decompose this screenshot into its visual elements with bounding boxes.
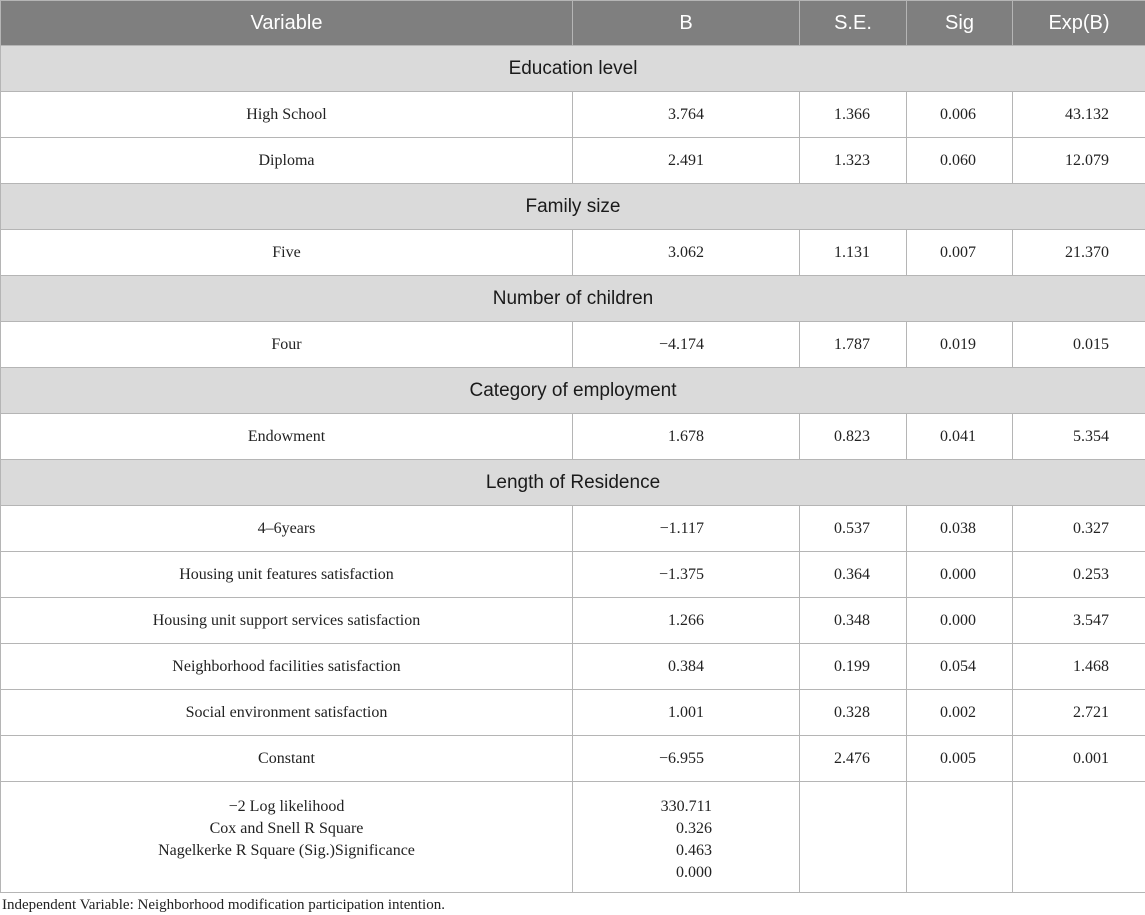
model-stat-value: 330.711 — [660, 798, 712, 815]
section-row — [1, 276, 1145, 322]
cell-expb: 2.721 — [1013, 690, 1145, 736]
header-se: S.E. — [800, 1, 907, 46]
section-title: Length of Residence — [1, 460, 1145, 506]
model-stats-values — [573, 782, 800, 893]
cell-sig: 0.007 — [907, 230, 1013, 276]
cell-se: 1.366 — [800, 92, 907, 138]
cell-se: 0.328 — [800, 690, 907, 736]
table-row — [1, 506, 1145, 552]
cell-sig: 0.005 — [907, 736, 1013, 782]
cell-expb: 21.370 — [1013, 230, 1145, 276]
cell-expb: 0.015 — [1013, 322, 1145, 368]
cell-variable: Housing unit features satisfaction — [1, 552, 573, 598]
table-row — [1, 644, 1145, 690]
cell-b: −1.375 — [573, 552, 800, 598]
empty-cell — [907, 782, 1013, 893]
cell-expb: 5.354 — [1013, 414, 1145, 460]
table-footnote: Independent Variable: Neighborhood modification participation intention. — [2, 897, 445, 913]
cell-expb: 0.327 — [1013, 506, 1145, 552]
header-variable: Variable — [1, 1, 573, 46]
cell-b: −4.174 — [573, 322, 800, 368]
cell-variable: Constant — [1, 736, 573, 782]
empty-cell — [800, 782, 907, 893]
model-stats-labels — [1, 782, 573, 893]
section-title: Category of employment — [1, 368, 1145, 414]
table-row — [1, 322, 1145, 368]
cell-variable: Neighborhood facilities satisfaction — [1, 644, 573, 690]
cell-variable: High School — [1, 92, 573, 138]
model-stat-value: 0.463 — [676, 842, 712, 859]
table-header-row — [1, 1, 1145, 46]
table-body — [1, 46, 1145, 893]
cell-se: 0.199 — [800, 644, 907, 690]
model-stat-value: 0.000 — [676, 864, 712, 881]
table-row — [1, 414, 1145, 460]
cell-expb: 12.079 — [1013, 138, 1145, 184]
cell-sig: 0.019 — [907, 322, 1013, 368]
cell-b: 3.764 — [573, 92, 800, 138]
cell-se: 2.476 — [800, 736, 907, 782]
cell-expb: 0.253 — [1013, 552, 1145, 598]
cell-sig: 0.000 — [907, 598, 1013, 644]
cell-expb: 43.132 — [1013, 92, 1145, 138]
cell-sig: 0.041 — [907, 414, 1013, 460]
cell-expb: 0.001 — [1013, 736, 1145, 782]
header-sig: Sig — [907, 1, 1013, 46]
cell-se: 0.364 — [800, 552, 907, 598]
cell-se: 0.348 — [800, 598, 907, 644]
cell-b: 0.384 — [573, 644, 800, 690]
section-title: Number of children — [1, 276, 1145, 322]
model-stat-label: Cox and Snell R Square — [209, 820, 364, 837]
cell-variable: Social environment satisfaction — [1, 690, 573, 736]
cell-variable: Four — [1, 322, 573, 368]
table-row — [1, 690, 1145, 736]
table-row — [1, 598, 1145, 644]
cell-expb: 1.468 — [1013, 644, 1145, 690]
model-stats-row — [1, 782, 1145, 893]
cell-sig: 0.000 — [907, 552, 1013, 598]
cell-b: 1.678 — [573, 414, 800, 460]
header-b: B — [573, 1, 800, 46]
cell-se: 0.537 — [800, 506, 907, 552]
header-expb: Exp(B) — [1013, 1, 1145, 46]
cell-sig: 0.002 — [907, 690, 1013, 736]
cell-variable: Five — [1, 230, 573, 276]
cell-variable: Diploma — [1, 138, 573, 184]
cell-b: 3.062 — [573, 230, 800, 276]
section-row — [1, 460, 1145, 506]
model-stat-value: 0.326 — [676, 820, 712, 837]
table-row — [1, 736, 1145, 782]
model-stat-label: −2 Log likelihood — [228, 798, 345, 815]
cell-b: −1.117 — [573, 506, 800, 552]
table-row — [1, 552, 1145, 598]
cell-sig: 0.006 — [907, 92, 1013, 138]
empty-cell — [1013, 782, 1145, 893]
cell-b: 1.001 — [573, 690, 800, 736]
section-title: Family size — [1, 184, 1145, 230]
model-stat-label: Nagelkerke R Square (Sig.)Significance — [158, 842, 415, 859]
cell-variable: 4–6years — [1, 506, 573, 552]
cell-b: 1.266 — [573, 598, 800, 644]
table-row — [1, 230, 1145, 276]
cell-se: 1.787 — [800, 322, 907, 368]
cell-sig: 0.038 — [907, 506, 1013, 552]
cell-expb: 3.547 — [1013, 598, 1145, 644]
section-row — [1, 184, 1145, 230]
cell-variable: Endowment — [1, 414, 573, 460]
cell-variable: Housing unit support services satisfaction — [1, 598, 573, 644]
cell-sig: 0.060 — [907, 138, 1013, 184]
cell-b: 2.491 — [573, 138, 800, 184]
cell-b: −6.955 — [573, 736, 800, 782]
table-row — [1, 92, 1145, 138]
cell-se: 1.131 — [800, 230, 907, 276]
table-row — [1, 138, 1145, 184]
section-title: Education level — [1, 46, 1145, 92]
cell-se: 1.323 — [800, 138, 907, 184]
section-row — [1, 46, 1145, 92]
cell-sig: 0.054 — [907, 644, 1013, 690]
section-row — [1, 368, 1145, 414]
cell-se: 0.823 — [800, 414, 907, 460]
